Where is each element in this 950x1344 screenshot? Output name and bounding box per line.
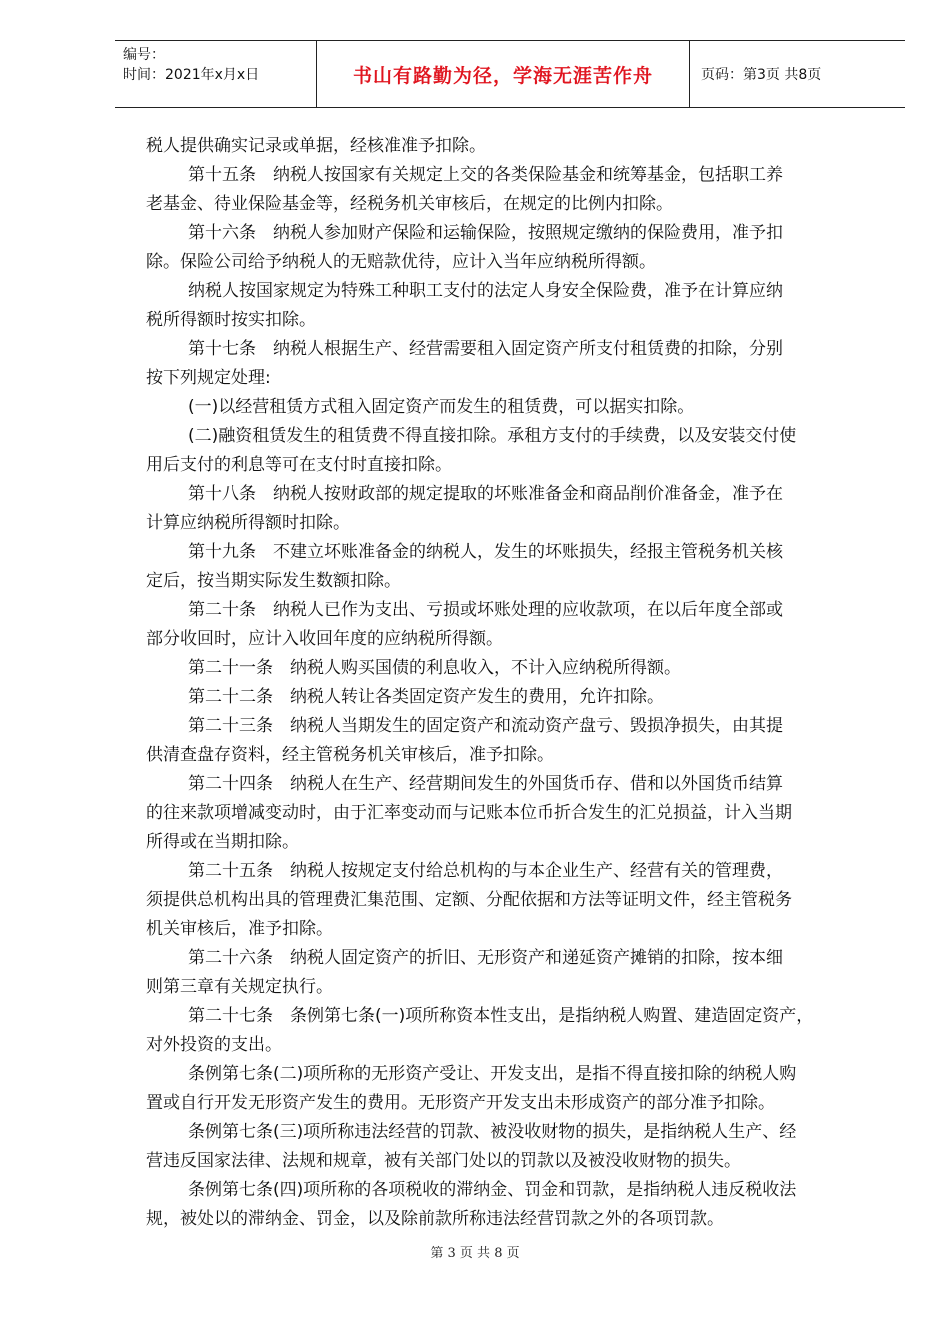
- body-line: 对外投资的支出。: [146, 1035, 282, 1055]
- body-line: 第十八条 纳税人按财政部的规定提取的坏账准备金和商品削价准备金，准予在: [188, 484, 783, 504]
- body-line: 营违反国家法律、法规和规章，被有关部门处以的罚款以及被没收财物的损失。: [146, 1151, 741, 1171]
- body-line: 条例第七条(二)项所称的无形资产受让、开发支出，是指不得直接扣除的纳税人购: [188, 1064, 797, 1084]
- body-line: 第二十六条 纳税人固定资产的折旧、无形资产和递延资产摊销的扣除，按本细: [188, 948, 783, 968]
- body-line: 置或自行开发无形资产发生的费用。无形资产开发支出未形成资产的部分准予扣除。: [146, 1093, 775, 1113]
- page-footer: 第 3 页 共 8 页: [430, 1246, 520, 1261]
- body-line: 第十九条 不建立坏账准备金的纳税人，发生的坏账损失，经报主管税务机关核: [188, 542, 783, 562]
- body-line: 所得或在当期扣除。: [146, 832, 299, 852]
- body-line: (一)以经营租赁方式租入固定资产而发生的租赁费，可以据实扣除。: [188, 397, 695, 417]
- body-line: 按下列规定处理:: [146, 368, 271, 388]
- body-line: 须提供总机构出具的管理费汇集范围、定额、分配依据和方法等证明文件，经主管税务: [146, 890, 792, 910]
- body-line: 用后支付的利息等可在支付时直接扣除。: [146, 455, 452, 475]
- body-line: 第二十一条 纳税人购买国债的利息收入，不计入应纳税所得额。: [188, 658, 681, 678]
- body-line: 第二十二条 纳税人转让各类固定资产发生的费用，允许扣除。: [188, 687, 664, 707]
- body-line: 部分收回时，应计入收回年度的应纳税所得额。: [146, 629, 503, 649]
- body-line: 第二十七条 条例第七条(一)项所称资本性支出，是指纳税人购置、建造固定资产，: [188, 1006, 814, 1026]
- body-line: 的往来款项增减变动时，由于汇率变动而与记账本位币折合发生的汇兑损益，计入当期: [146, 803, 792, 823]
- body-line: 第十五条 纳税人按国家有关规定上交的各类保险基金和统筹基金，包括职工养: [188, 165, 783, 185]
- body-line: 规，被处以的滞纳金、罚金，以及除前款所称违法经营罚款之外的各项罚款。: [146, 1209, 724, 1229]
- header-meta: [123, 45, 259, 85]
- document-date: 时间：2021年x月x日: [123, 67, 260, 83]
- body-line: 第二十条 纳税人已作为支出、亏损或坏账处理的应收款项，在以后年度全部或: [188, 600, 783, 620]
- body-line: 税人提供确实记录或单据，经核准准予扣除。: [146, 136, 486, 156]
- document-body: [146, 132, 896, 1234]
- document-number-label: 编号：: [123, 47, 165, 63]
- header-page-info: 页码：第3页 共8页: [701, 67, 822, 83]
- body-line: 纳税人按国家规定为特殊工种职工支付的法定人身安全保险费，准予在计算应纳: [188, 281, 783, 301]
- body-line: (二)融资租赁发生的租赁费不得直接扣除。承租方支付的手续费，以及安装交付使: [188, 426, 797, 446]
- body-line: 税所得额时按实扣除。: [146, 310, 316, 330]
- header-motto: 书山有路勤为径，学海无涯苦作舟: [352, 64, 653, 87]
- body-line: 第十七条 纳税人根据生产、经营需要租入固定资产所支付租赁费的扣除，分别: [188, 339, 783, 359]
- body-line: 供清查盘存资料，经主管税务机关审核后，准予扣除。: [146, 745, 554, 765]
- body-line: 第二十五条 纳税人按规定支付给总机构的与本企业生产、经营有关的管理费，: [188, 861, 783, 881]
- body-line: 则第三章有关规定执行。: [146, 977, 333, 997]
- body-line: 机关审核后，准予扣除。: [146, 919, 333, 939]
- body-line: 第十六条 纳税人参加财产保险和运输保险，按照规定缴纳的保险费用，准予扣: [188, 223, 783, 243]
- body-line: 除。保险公司给予纳税人的无赔款优待，应计入当年应纳税所得额。: [146, 252, 656, 272]
- page-header: [115, 40, 905, 108]
- header-divider: [689, 41, 690, 107]
- body-line: 计算应纳税所得额时扣除。: [146, 513, 350, 533]
- body-line: 定后，按当期实际发生数额扣除。: [146, 571, 401, 591]
- body-line: 条例第七条(四)项所称的各项税收的滞纳金、罚金和罚款，是指纳税人违反税收法: [188, 1180, 797, 1200]
- body-line: 第二十三条 纳税人当期发生的固定资产和流动资产盘亏、毁损净损失，由其提: [188, 716, 783, 736]
- body-line: 老基金、待业保险基金等，经税务机关审核后，在规定的比例内扣除。: [146, 194, 673, 214]
- body-line: 第二十四条 纳税人在生产、经营期间发生的外国货币存、借和以外国货币结算: [188, 774, 783, 794]
- body-line: 条例第七条(三)项所称违法经营的罚款、被没收财物的损失，是指纳税人生产、经: [188, 1122, 797, 1142]
